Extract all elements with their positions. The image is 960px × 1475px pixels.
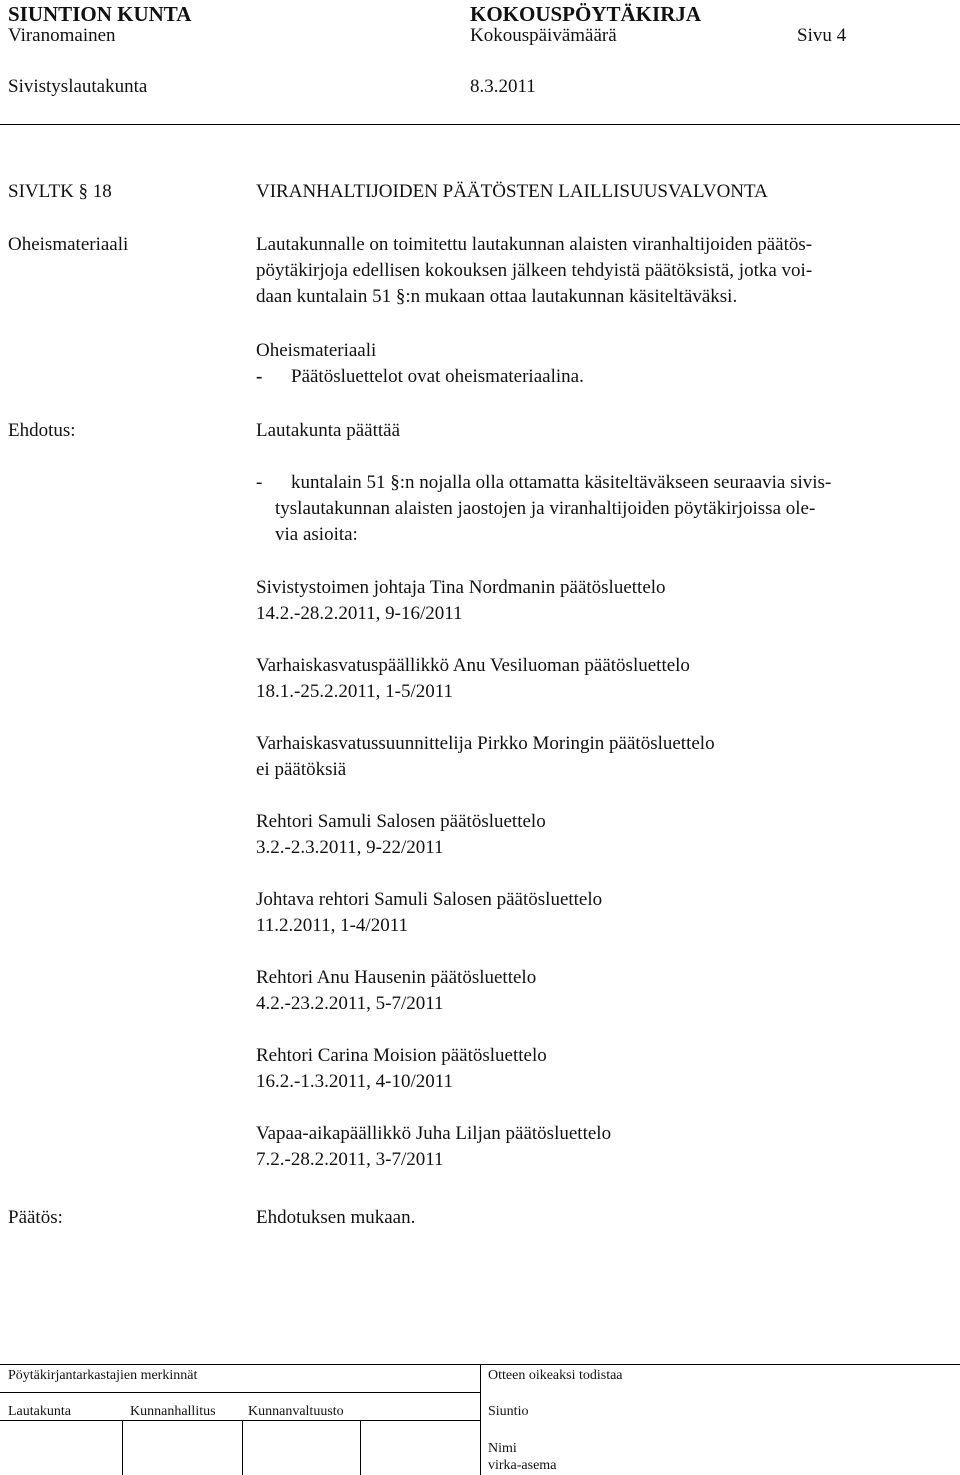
proposal-line: via asioita: — [275, 524, 358, 545]
intro-paragraph — [256, 232, 812, 310]
footer-column-divider-2 — [242, 1420, 243, 1475]
list-item-name: Rehtori Carina Moision päätösluettelo — [256, 1045, 547, 1066]
item-title: VIRANHALTIJOIDEN PÄÄTÖSTEN LAILLISUUSVALVONTA — [256, 181, 768, 202]
authority-name: Sivistyslautakunta — [8, 76, 148, 97]
list-item — [256, 809, 936, 861]
list-item-detail: 14.2.-28.2.2011, 9-16/2011 — [256, 603, 463, 624]
list-item — [256, 653, 936, 705]
attachments-heading: Oheismateriaali — [256, 340, 377, 361]
meeting-date-label: Kokouspäivämäärä — [470, 25, 617, 46]
list-item — [256, 731, 936, 783]
section-label-oheismateriaali: Oheismateriaali — [8, 234, 129, 255]
intro-line: Lautakunnalle on toimitettu lautakunnan alaisten viranhaltijoiden päätös- — [256, 234, 813, 255]
footer-name-label: Nimi — [488, 1441, 517, 1456]
intro-line: pöytäkirjoja edellisen kokouksen jälkeen tehdyistä päätöksistä, jotka voi- — [256, 260, 813, 281]
meeting-date: 8.3.2011 — [470, 76, 536, 97]
decision-text: Ehdotuksen mukaan. — [256, 1207, 416, 1228]
list-item-detail: 4.2.-23.2.2011, 5-7/2011 — [256, 993, 444, 1014]
list-item — [256, 1121, 936, 1173]
certified-label: Otteen oikeaksi todistaa — [488, 1368, 623, 1383]
attachment-bullet-text: Päätösluettelot ovat oheismateriaalina. — [291, 366, 584, 387]
municipality-name: SIUNTION KUNTA — [8, 2, 192, 26]
list-item-name: Rehtori Anu Hausenin päätösluettelo — [256, 967, 537, 988]
list-item — [256, 965, 936, 1017]
list-item — [256, 575, 936, 627]
list-item-name: Vapaa-aikapäällikkö Juha Liljan päätösluettelo — [256, 1123, 612, 1144]
list-item-name: Johtava rehtori Samuli Salosen päätösluettelo — [256, 889, 603, 910]
list-item-detail: 7.2.-28.2.2011, 3-7/2011 — [256, 1149, 444, 1170]
proposal-dash-text — [275, 470, 832, 548]
footer-column-divider-1 — [122, 1420, 123, 1475]
proposal-dash: - — [256, 472, 263, 493]
footer-column-rule — [0, 1420, 480, 1421]
decision-list — [256, 575, 936, 1199]
proposal-intro: Lautakunta päättää — [256, 420, 401, 441]
footer-col-kunnanvaltuusto: Kunnanvaltuusto — [248, 1404, 344, 1419]
authority-label: Viranomainen — [8, 25, 116, 46]
document-type: KOKOUSPÖYTÄKIRJA — [470, 2, 702, 26]
list-item-detail: 16.2.-1.3.2011, 4-10/2011 — [256, 1071, 454, 1092]
page-number: Sivu 4 — [797, 25, 847, 46]
list-item-detail: 18.1.-25.2.2011, 1-5/2011 — [256, 681, 454, 702]
footer-col-lautakunta: Lautakunta — [8, 1404, 71, 1419]
list-item-detail: 3.2.-2.3.2011, 9-22/2011 — [256, 837, 444, 858]
list-item — [256, 887, 936, 939]
list-item-name: Sivistystoimen johtaja Tina Nordmanin päätösluettelo — [256, 577, 666, 598]
list-item — [256, 1043, 936, 1095]
list-item-name: Varhaiskasvatuspäällikkö Anu Vesiluoman päätösluettelo — [256, 655, 690, 676]
item-number: SIVLTK § 18 — [8, 181, 112, 202]
list-item-name: Varhaiskasvatussuunnittelija Pirkko Moringin päätösluettelo — [256, 733, 715, 754]
footer-col-kunnanhallitus: Kunnanhallitus — [130, 1404, 216, 1419]
decision-label: Päätös: — [8, 1207, 63, 1228]
proposal-label: Ehdotus: — [8, 420, 76, 441]
attachment-bullet-dash: - — [256, 366, 263, 387]
footer-mid-rule — [0, 1392, 480, 1393]
list-item-detail: ei päätöksiä — [256, 759, 347, 780]
footer-column-divider-3 — [360, 1420, 361, 1475]
header-divider — [0, 124, 960, 125]
proposal-line: tyslautakunnan alaisten jaostojen ja viranhaltijoiden pöytäkirjoissa ole- — [275, 498, 816, 519]
list-item-detail: 11.2.2011, 1-4/2011 — [256, 915, 408, 936]
checkers-label: Pöytäkirjantarkastajien merkinnät — [8, 1368, 198, 1383]
intro-line: daan kuntalain 51 §:n mukaan ottaa lautakunnan käsiteltäväksi. — [256, 286, 738, 307]
list-item-name: Rehtori Samuli Salosen päätösluettelo — [256, 811, 546, 832]
footer-position-label: virka-asema — [488, 1458, 557, 1473]
proposal-line: kuntalain 51 §:n nojalla olla ottamatta käsiteltäväkseen seuraavia sivis- — [291, 472, 832, 493]
footer-vertical-divider — [480, 1364, 481, 1475]
footer-place: Siuntio — [488, 1404, 529, 1419]
